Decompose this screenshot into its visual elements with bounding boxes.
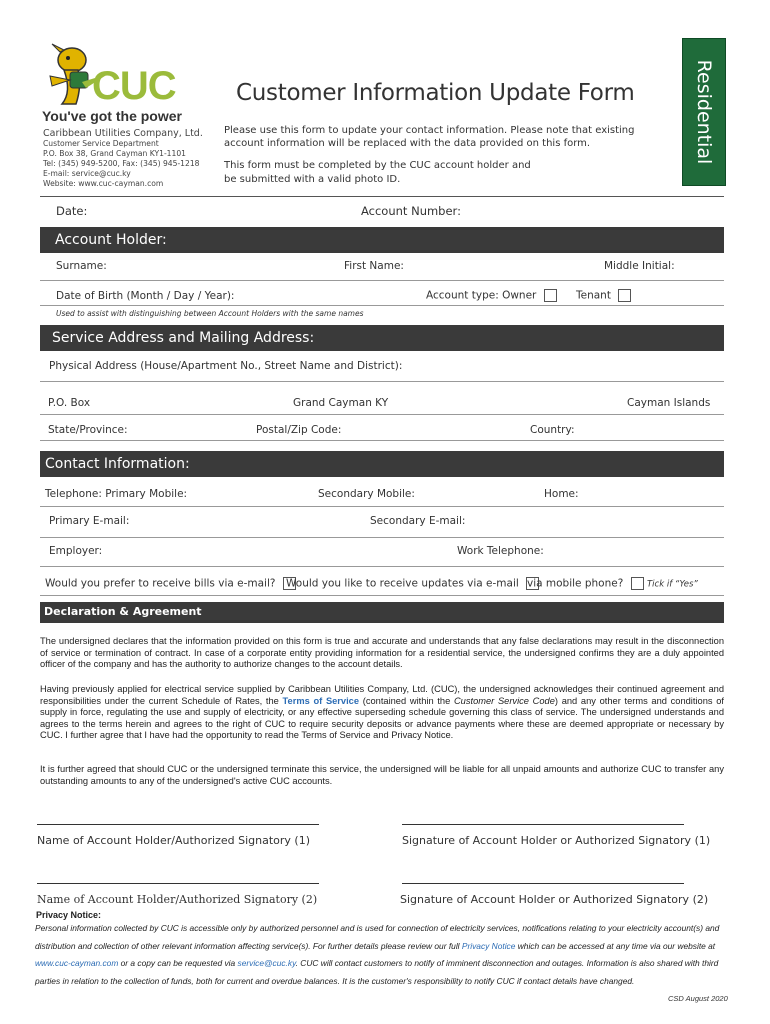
company-name: Caribbean Utilities Company, Ltd. bbox=[43, 128, 203, 139]
company-dept: Customer Service Department bbox=[43, 139, 159, 148]
cuc-logo bbox=[40, 42, 200, 122]
dob-note: Used to assist with distinguishing between Account Holders with the same names bbox=[56, 309, 364, 318]
updates-mobile-question: via mobile phone? Tick if “Yes” bbox=[527, 577, 698, 590]
country-field[interactable]: Country: bbox=[530, 424, 575, 436]
dob-field[interactable]: Date of Birth (Month / Day / Year): bbox=[56, 290, 235, 302]
tick-hint: Tick if “Yes” bbox=[646, 579, 698, 590]
intro-line-3: This form must be completed by the CUC account holder and bbox=[224, 160, 531, 171]
account-type-owner: Account type: Owner bbox=[426, 289, 557, 302]
bills-email-question: Would you prefer to receive bills via e-mail? bbox=[45, 577, 296, 590]
email-link[interactable]: service@cuc.ky bbox=[237, 958, 296, 968]
footer-code: CSD August 2020 bbox=[668, 994, 728, 1003]
cayman-islands-label: Cayman Islands bbox=[627, 397, 711, 409]
first-name-field[interactable]: First Name: bbox=[344, 260, 404, 272]
form-title: Customer Information Update Form bbox=[236, 80, 635, 106]
residential-tab bbox=[682, 38, 726, 186]
name-signatory-1[interactable]: Name of Account Holder/Authorized Signatory (1) bbox=[37, 834, 310, 847]
declaration-paragraph-3: It is further agreed that should CUC or the undersigned terminate this service, the undersigned will be liable for all unpaid amounts and authorize CUC to transfer any outstanding amounts to any of the undersigned's active CUC accounts. bbox=[40, 764, 724, 786]
contact-info-header: Contact Information: bbox=[40, 451, 724, 477]
company-info bbox=[43, 128, 203, 189]
account-type-tenant: Tenant bbox=[576, 289, 631, 302]
declaration-paragraph-2: Having previously applied for electrical service supplied by Caribbean Utilities Company, Ltd. (CUC), the undersigned acknowledges their continued agreement and responsibilities under the current Schedule of Rates, the Terms of Service (contained within the Customer Service Code) and any other terms and conditions of supply in force, regulating the use and supply of electricity, or any effective superseding schedule governing this class of service. The undersigned understands and agrees to the terms herein and agrees to the right of CUC to require security deposits or advance payments where these are deemed appropriate or necessary by CUC. I further agree that I have had the opportunity to read the Terms of Service and Privacy Notice. bbox=[40, 684, 724, 741]
privacy-notice-link[interactable]: Privacy Notice bbox=[461, 940, 516, 951]
owner-checkbox[interactable] bbox=[544, 289, 557, 302]
postal-code-field[interactable]: Postal/Zip Code: bbox=[256, 424, 342, 436]
privacy-text: Personal information collected by CUC is accessible only by authorized personnel and is used for connection of electricity services, notifications relating to your electricity account(s) and distribution and collection of other relevant information affecting service(s). For further details please review our full Privacy Notice which can be accessed at any time via our website at www.cuc-cayman.com or a copy can be requested via service@cuc.ky. CUC will contact customers to notify of imminent disconnection and outages. Information is also shared with third parties in relation to the collection of funds, both for current and overdue balances. It is the customer's responsibility to notify CUC if contact details have changed. bbox=[35, 923, 720, 986]
grand-cayman-label: Grand Cayman KY bbox=[293, 397, 389, 409]
surname-field[interactable]: Surname: bbox=[56, 260, 107, 272]
residential-label: Residential bbox=[693, 59, 715, 165]
intro-line-1: Please use this form to update your contact information. Please note that existing bbox=[224, 125, 635, 136]
company-tel: Tel: (345) 949-5200, Fax: (345) 945-1218 bbox=[43, 159, 200, 168]
physical-address-field[interactable]: Physical Address (House/Apartment No., Street Name and District): bbox=[49, 360, 403, 372]
service-address-header: Service Address and Mailing Address: bbox=[40, 325, 724, 351]
declaration-paragraph-1: The undersigned declares that the information provided on this form is true and accurate and understands that any false declarations may result in the disconnection of service or termination of contract. In case of a corporate entity providing information for a residential service, the undersigned confirms they are a duly appointed officer of the company and has the authority to authorize changes to the account details. bbox=[40, 636, 724, 670]
updates-mobile-checkbox[interactable] bbox=[631, 577, 644, 590]
website-link[interactable]: www.cuc-cayman.com bbox=[35, 958, 119, 968]
home-phone-field[interactable]: Home: bbox=[544, 488, 579, 500]
employer-field[interactable]: Employer: bbox=[49, 545, 103, 557]
tagline: You've got the power bbox=[42, 108, 182, 124]
updates-email-question: Would you like to receive updates via e-mail bbox=[286, 577, 539, 590]
primary-mobile-field[interactable]: Telephone: Primary Mobile: bbox=[45, 488, 188, 500]
account-number-label: Account Number: bbox=[361, 204, 461, 218]
company-address: P.O. Box 38, Grand Cayman KY1-1101 bbox=[43, 149, 187, 158]
intro-line-2: account information will be replaced with the data provided on this form. bbox=[224, 138, 591, 149]
signature-signatory-1[interactable]: Signature of Account Holder or Authorized Signatory (1) bbox=[402, 834, 711, 847]
intro-line-4: be submitted with a valid photo ID. bbox=[224, 174, 401, 185]
date-label: Date: bbox=[56, 204, 88, 218]
signature-signatory-2[interactable]: Signature of Account Holder or Authorized Signatory (2) bbox=[400, 893, 709, 906]
privacy-title: Privacy Notice: bbox=[36, 910, 102, 920]
middle-initial-field[interactable]: Middle Initial: bbox=[604, 260, 675, 272]
secondary-email-field[interactable]: Secondary E-mail: bbox=[370, 515, 466, 527]
name-signatory-2[interactable]: Name of Account Holder/Authorized Signatory (2) bbox=[37, 893, 318, 906]
secondary-mobile-field[interactable]: Secondary Mobile: bbox=[318, 488, 415, 500]
brand-text: CUC bbox=[92, 64, 176, 108]
declaration-header: Declaration & Agreement bbox=[40, 602, 724, 623]
terms-of-service-link[interactable]: Terms of Service bbox=[282, 695, 360, 706]
company-email: E-mail: service@cuc.ky bbox=[43, 169, 131, 178]
work-telephone-field[interactable]: Work Telephone: bbox=[457, 545, 544, 557]
po-box-field[interactable]: P.O. Box bbox=[48, 397, 91, 409]
tenant-checkbox[interactable] bbox=[618, 289, 631, 302]
state-province-field[interactable]: State/Province: bbox=[48, 424, 128, 436]
primary-email-field[interactable]: Primary E-mail: bbox=[49, 515, 130, 527]
account-holder-header: Account Holder: bbox=[40, 227, 724, 253]
company-website: Website: www.cuc-cayman.com bbox=[43, 179, 164, 188]
